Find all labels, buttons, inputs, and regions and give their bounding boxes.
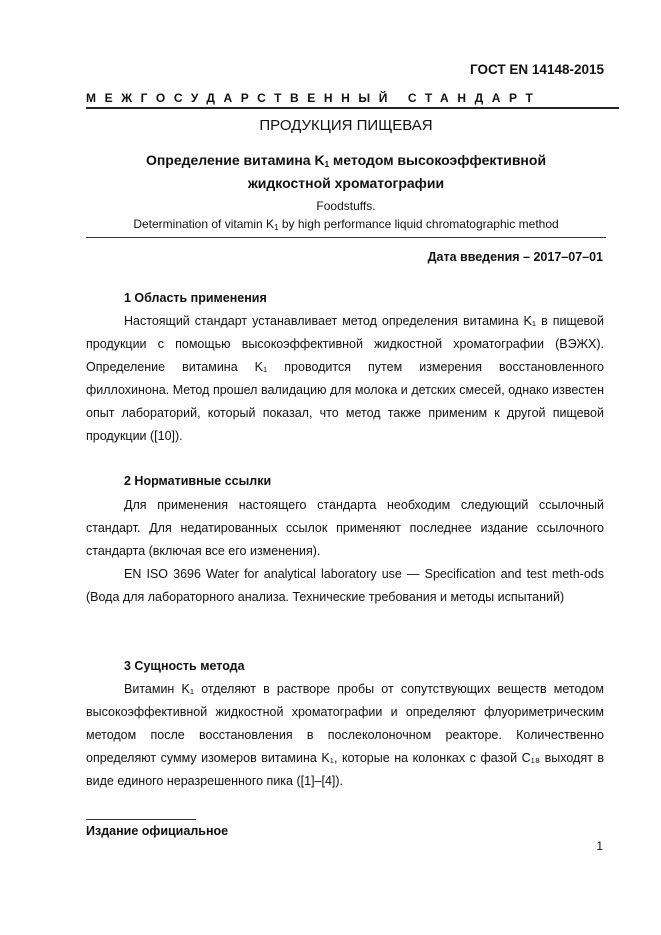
section-body-scope (86, 310, 604, 448)
title-rule (86, 237, 606, 238)
section-heading-principle: 3 Сущность метода (124, 659, 245, 673)
english-title-text-a: Determination of vitamin K (133, 217, 275, 231)
subtitle-text-a: Определение витамина K (145, 152, 325, 168)
paragraph: Витамин K₁ отделяют в растворе пробы от сопутствующих веществ методом высокоэффективной жидкостной хроматографии и определяют флуориметрическим методом после восстановления в послеколоночном реакторе. Количественно определяют сумму изомеров витамина K₁, которые на колонках с фазой C₁₈ выходят в виде единого неразрешенного пика ([1]–[4]). (86, 682, 604, 788)
interstate-standard-label: МЕЖГОСУДАРСТВЕННЫЙ СТАНДАРТ (86, 91, 542, 105)
subtitle-line-2: жидкостной хроматографии (247, 175, 445, 191)
english-title-line-1: Foodstuffs. (316, 199, 376, 213)
footer-rule (86, 819, 196, 820)
paragraph: Настоящий стандарт устанавливает метод определения витамина K₁ в пищевой продукции с помощью высокоэффективной жидкостной хроматографии (ВЭЖХ). Определение витамина K₁ проводится путем измерения восстановленного филлохинона. Метод прошел валидацию для молока и детских смесей, однако известен опыт лабораторий, который показал, что метод также применим к другой пищевой продукции ([10]). (86, 314, 604, 443)
header-rule (86, 107, 619, 109)
document-title: ПРОДУКЦИЯ ПИЩЕВАЯ (259, 117, 433, 134)
introduction-date: Дата введения – 2017–07–01 (427, 250, 603, 264)
official-edition-label: Издание официальное (86, 824, 229, 838)
section-heading-references: 2 Нормативные ссылки (124, 474, 272, 488)
paragraph: Для применения настоящего стандарта необходим следующий ссылочный стандарт. Для недатированных ссылок применяют последнее издание ссылочного стандарта (включая все его изменения). (86, 498, 604, 558)
english-title-text-b: by high performance liquid chromatographic method (278, 217, 559, 231)
document-subtitle (86, 151, 606, 193)
section-body-references (86, 494, 604, 609)
paragraph: EN ISO 3696 Water for analytical laboratory use — Specification and test meth-ods (Вода для лабораторного анализа. Технические требования и методы испытаний) (86, 567, 604, 604)
section-heading-scope: 1 Область применения (124, 291, 267, 305)
english-title (86, 197, 606, 237)
subtitle-text-b: методом высокоэффективной (329, 152, 547, 168)
page-number: 1 (596, 839, 603, 853)
subtitle-subscript: 1 (324, 160, 330, 169)
section-body-principle (86, 678, 604, 793)
standard-number: ГОСТ EN 14148-2015 (470, 62, 604, 77)
english-title-subscript: 1 (274, 223, 279, 232)
